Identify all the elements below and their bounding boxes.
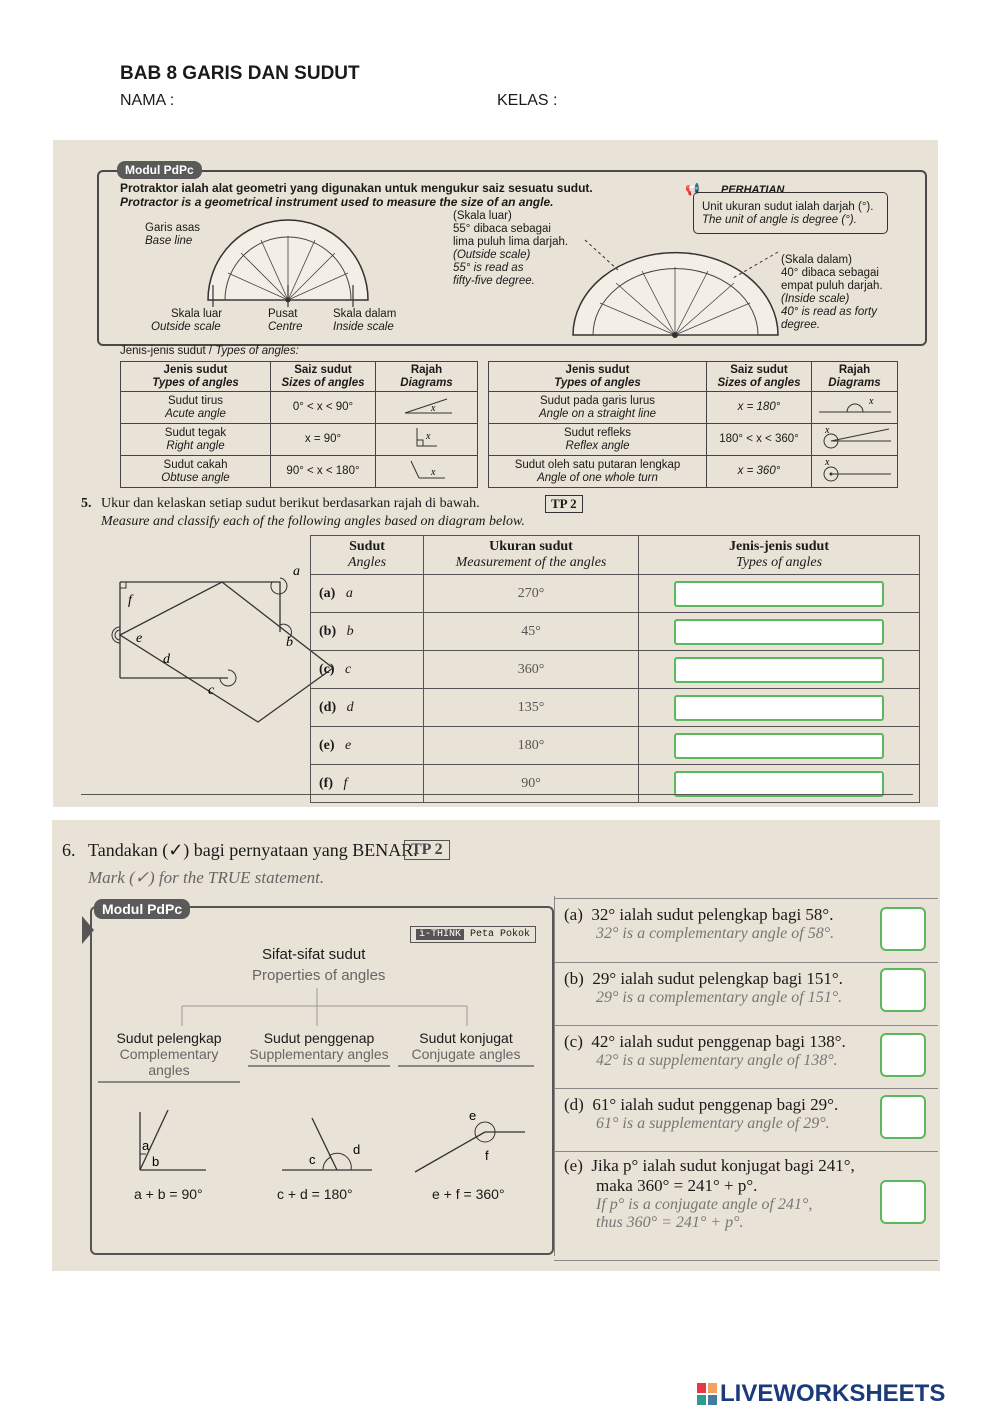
types-heading: Jenis-jenis sudut / Types of angles: bbox=[120, 345, 299, 357]
q5-table: Sudut Angles Ukuran sudut Measurement of the angles Jenis-jenis sudut Types of angles (a) a 270° (b) b 45° (c) c 360° (d) d 135° (e) e 180° (f) f 90° bbox=[310, 535, 920, 803]
branch-conjugate: Sudut konjugat Conjugate angles bbox=[398, 1030, 534, 1067]
branch-supplementary: Sudut penggenap Supplementary angles bbox=[248, 1030, 390, 1067]
brand-name: LIVEWORKSHEETS bbox=[720, 1380, 946, 1407]
complementary-angle-diagram bbox=[132, 1110, 212, 1175]
q5-text-en: Measure and classify each of the following angles based on diagram below. bbox=[101, 514, 525, 529]
statement-c: (c) 42° ialah sudut penggenap bagi 138°. 42° is a supplementary angle of 138°. bbox=[554, 1025, 938, 1094]
liveworksheets-icon bbox=[697, 1383, 717, 1405]
obtuse-angle-icon bbox=[397, 458, 457, 482]
table-row: Sudut pada garis lurus Angle on a straight line x = 180° x bbox=[489, 392, 898, 424]
q6-tp-badge: TP 2 bbox=[404, 840, 450, 860]
angle-label-d: d bbox=[163, 652, 170, 667]
angle-label-e: e bbox=[136, 631, 143, 646]
worksheet-scan-1 bbox=[53, 140, 938, 807]
props-title-en: Properties of angles bbox=[252, 967, 386, 984]
inside-scale-label: Inside scale bbox=[333, 321, 394, 333]
angle-label-a: a bbox=[293, 564, 300, 579]
table-row: (b) b 45° bbox=[311, 613, 920, 651]
page-title: BAB 8 GARIS DAN SUDUT bbox=[120, 63, 360, 84]
table-row: (d) d 135° bbox=[311, 689, 920, 727]
full-turn-angle-icon bbox=[815, 457, 895, 483]
centre-label: Centre bbox=[268, 321, 303, 333]
table-row: (c) c 360° bbox=[311, 651, 920, 689]
statement-a: (a) 32° ialah sudut pelengkap bagi 58°. 32° is a complementary angle of 58°. bbox=[554, 898, 938, 967]
answer-input-e[interactable] bbox=[674, 733, 884, 759]
skala-luar-label: Skala luar bbox=[171, 308, 223, 320]
perhatian-box: Unit ukuran sudut ialah darjah (°). The unit of angle is degree (°). bbox=[693, 192, 888, 234]
angle-types-table-left: Jenis sudut Types of angles Saiz sudut Sizes of angles Rajah Diagrams Sudut tirus Acute angle 0° < x < 90° x Sudut tegak Right angle x = 90° x Sudut cakah Obtuse angle 90° < x < 180° x bbox=[120, 361, 478, 488]
table-row: Sudut tegak Right angle x = 90° x bbox=[121, 424, 478, 456]
conjugate-angle-diagram bbox=[407, 1110, 527, 1175]
liveworksheets-logo bbox=[697, 1380, 945, 1408]
answer-input-a[interactable] bbox=[674, 581, 884, 607]
branch-complementary: Sudut pelengkap Complementary angles bbox=[98, 1030, 240, 1083]
table-row: Sudut oleh satu putaran lengkap Angle of one whole turn x = 360° x bbox=[489, 456, 898, 488]
checkbox-statement-a[interactable] bbox=[880, 907, 926, 951]
formula-conjugate: e + f = 360° bbox=[432, 1186, 505, 1202]
statement-b: (b) 29° ialah sudut pelengkap bagi 151°. 29° is a complementary angle of 151°. bbox=[554, 962, 938, 1031]
answer-input-b[interactable] bbox=[674, 619, 884, 645]
angle-label-f: f bbox=[128, 593, 132, 608]
svg-text:f: f bbox=[485, 1148, 489, 1163]
svg-text:x: x bbox=[425, 430, 430, 442]
angle-types-table-right: Jenis sudut Types of angles Saiz sudut Sizes of angles Rajah Diagrams Sudut pada garis lurus Angle on a straight line x = 180° x Sudut refleks Reflex angle 180° < x < 360° x Sudut oleh satu putaran lengkap Angle of one whole turn x = 360° x bbox=[488, 361, 898, 488]
nama-label: NAMA : bbox=[120, 92, 175, 109]
outer-scale-note: (Skala luar) 55° dibaca sebagai lima puluh lima darjah. (Outside scale) 55° is read as fifty-five degree. bbox=[453, 210, 569, 287]
answer-input-f[interactable] bbox=[674, 771, 884, 797]
angle-label-b: b bbox=[286, 635, 293, 650]
table-row: Sudut tirus Acute angle 0° < x < 90° x bbox=[121, 392, 478, 424]
tree-connectors bbox=[92, 988, 542, 1028]
garis-asas-label: Garis asas bbox=[145, 222, 200, 234]
svg-text:x: x bbox=[430, 402, 435, 414]
answer-input-c[interactable] bbox=[674, 657, 884, 683]
svg-text:d: d bbox=[353, 1142, 361, 1157]
inner-scale-note: (Skala dalam) 40° dibaca sebagai empat puluh darjah. (Inside scale) 40° is read as forty degree. bbox=[781, 254, 883, 331]
scan-footer-line bbox=[81, 794, 913, 807]
protractor-2-pointers bbox=[573, 230, 793, 290]
checkbox-statement-c[interactable] bbox=[880, 1033, 926, 1077]
q5-tp-badge: TP 2 bbox=[545, 495, 583, 513]
supplementary-angle-diagram bbox=[277, 1110, 377, 1175]
answer-input-d[interactable] bbox=[674, 695, 884, 721]
outside-scale-label: Outside scale bbox=[151, 321, 221, 333]
straight-angle-icon bbox=[815, 394, 895, 418]
module-tag-2: Modul PdPc bbox=[94, 899, 190, 919]
svg-text:x: x bbox=[868, 395, 873, 407]
svg-text:x: x bbox=[824, 424, 829, 436]
svg-text:e: e bbox=[469, 1110, 477, 1123]
table-row: (e) e 180° bbox=[311, 727, 920, 765]
ithink-badge: i-THINK Peta Pokok bbox=[410, 926, 536, 943]
table-row: Sudut refleks Reflex angle 180° < x < 360° x bbox=[489, 424, 898, 456]
statement-d: (d) 61° ialah sudut penggenap bagi 29°. 61° is a supplementary angle of 29°. bbox=[554, 1088, 938, 1157]
formula-supplementary: c + d = 180° bbox=[277, 1186, 353, 1202]
megaphone-icon: 📢 bbox=[685, 182, 700, 196]
q6-text-ms: Tandakan (✓) bagi pernyataan yang BENAR. bbox=[88, 840, 418, 860]
table-row: (a) a 270° bbox=[311, 575, 920, 613]
base-line-label: Base line bbox=[145, 235, 193, 247]
intro-ms: Protraktor ialah alat geometri yang digunakan untuk mengukur saiz sesuatu sudut. bbox=[120, 181, 593, 195]
checkbox-statement-b[interactable] bbox=[880, 968, 926, 1012]
checkbox-statement-e[interactable] bbox=[880, 1180, 926, 1224]
svg-text:x: x bbox=[430, 466, 435, 478]
intro-en: Protractor is a geometrical instrument used to measure the size of an angle. bbox=[120, 195, 554, 209]
angle-label-c: c bbox=[208, 683, 215, 698]
formula-complementary: a + b = 90° bbox=[134, 1186, 203, 1202]
module-tag: Modul PdPc bbox=[117, 161, 202, 179]
checkbox-statement-d[interactable] bbox=[880, 1095, 926, 1139]
perhatian-label: PERHATIAN bbox=[721, 184, 785, 196]
skala-dalam-label: Skala dalam bbox=[333, 308, 397, 320]
q5-number: 5. bbox=[81, 496, 92, 511]
reflex-angle-icon bbox=[815, 425, 895, 451]
svg-text:x: x bbox=[824, 456, 829, 468]
q5-text-ms: Ukur dan kelaskan setiap sudut berikut berdasarkan rajah di bawah. bbox=[101, 496, 480, 511]
kelas-label: KELAS : bbox=[497, 92, 558, 109]
q6-number: 6. bbox=[62, 840, 76, 860]
svg-text:a: a bbox=[142, 1138, 150, 1153]
svg-text:b: b bbox=[152, 1154, 160, 1169]
q6-text-en: Mark (✓) for the TRUE statement. bbox=[88, 868, 325, 887]
module-arrow-icon bbox=[82, 916, 94, 944]
props-title: Sifat-sifat sudut bbox=[262, 946, 366, 963]
table-row: (f) f 90° bbox=[311, 765, 920, 803]
statement-e: (e) Jika p° ialah sudut konjugat bagi 241°, maka 360° = 241° + p°. If p° is a conjugate angle of 241°, thus 360° = 241° + p°. bbox=[554, 1151, 938, 1261]
worksheet-scan-2 bbox=[52, 820, 940, 1271]
right-angle-icon bbox=[397, 426, 457, 450]
svg-text:c: c bbox=[309, 1152, 316, 1167]
pusat-label: Pusat bbox=[268, 308, 298, 320]
table-row: Sudut cakah Obtuse angle 90° < x < 180° x bbox=[121, 456, 478, 488]
acute-angle-icon bbox=[397, 395, 457, 417]
